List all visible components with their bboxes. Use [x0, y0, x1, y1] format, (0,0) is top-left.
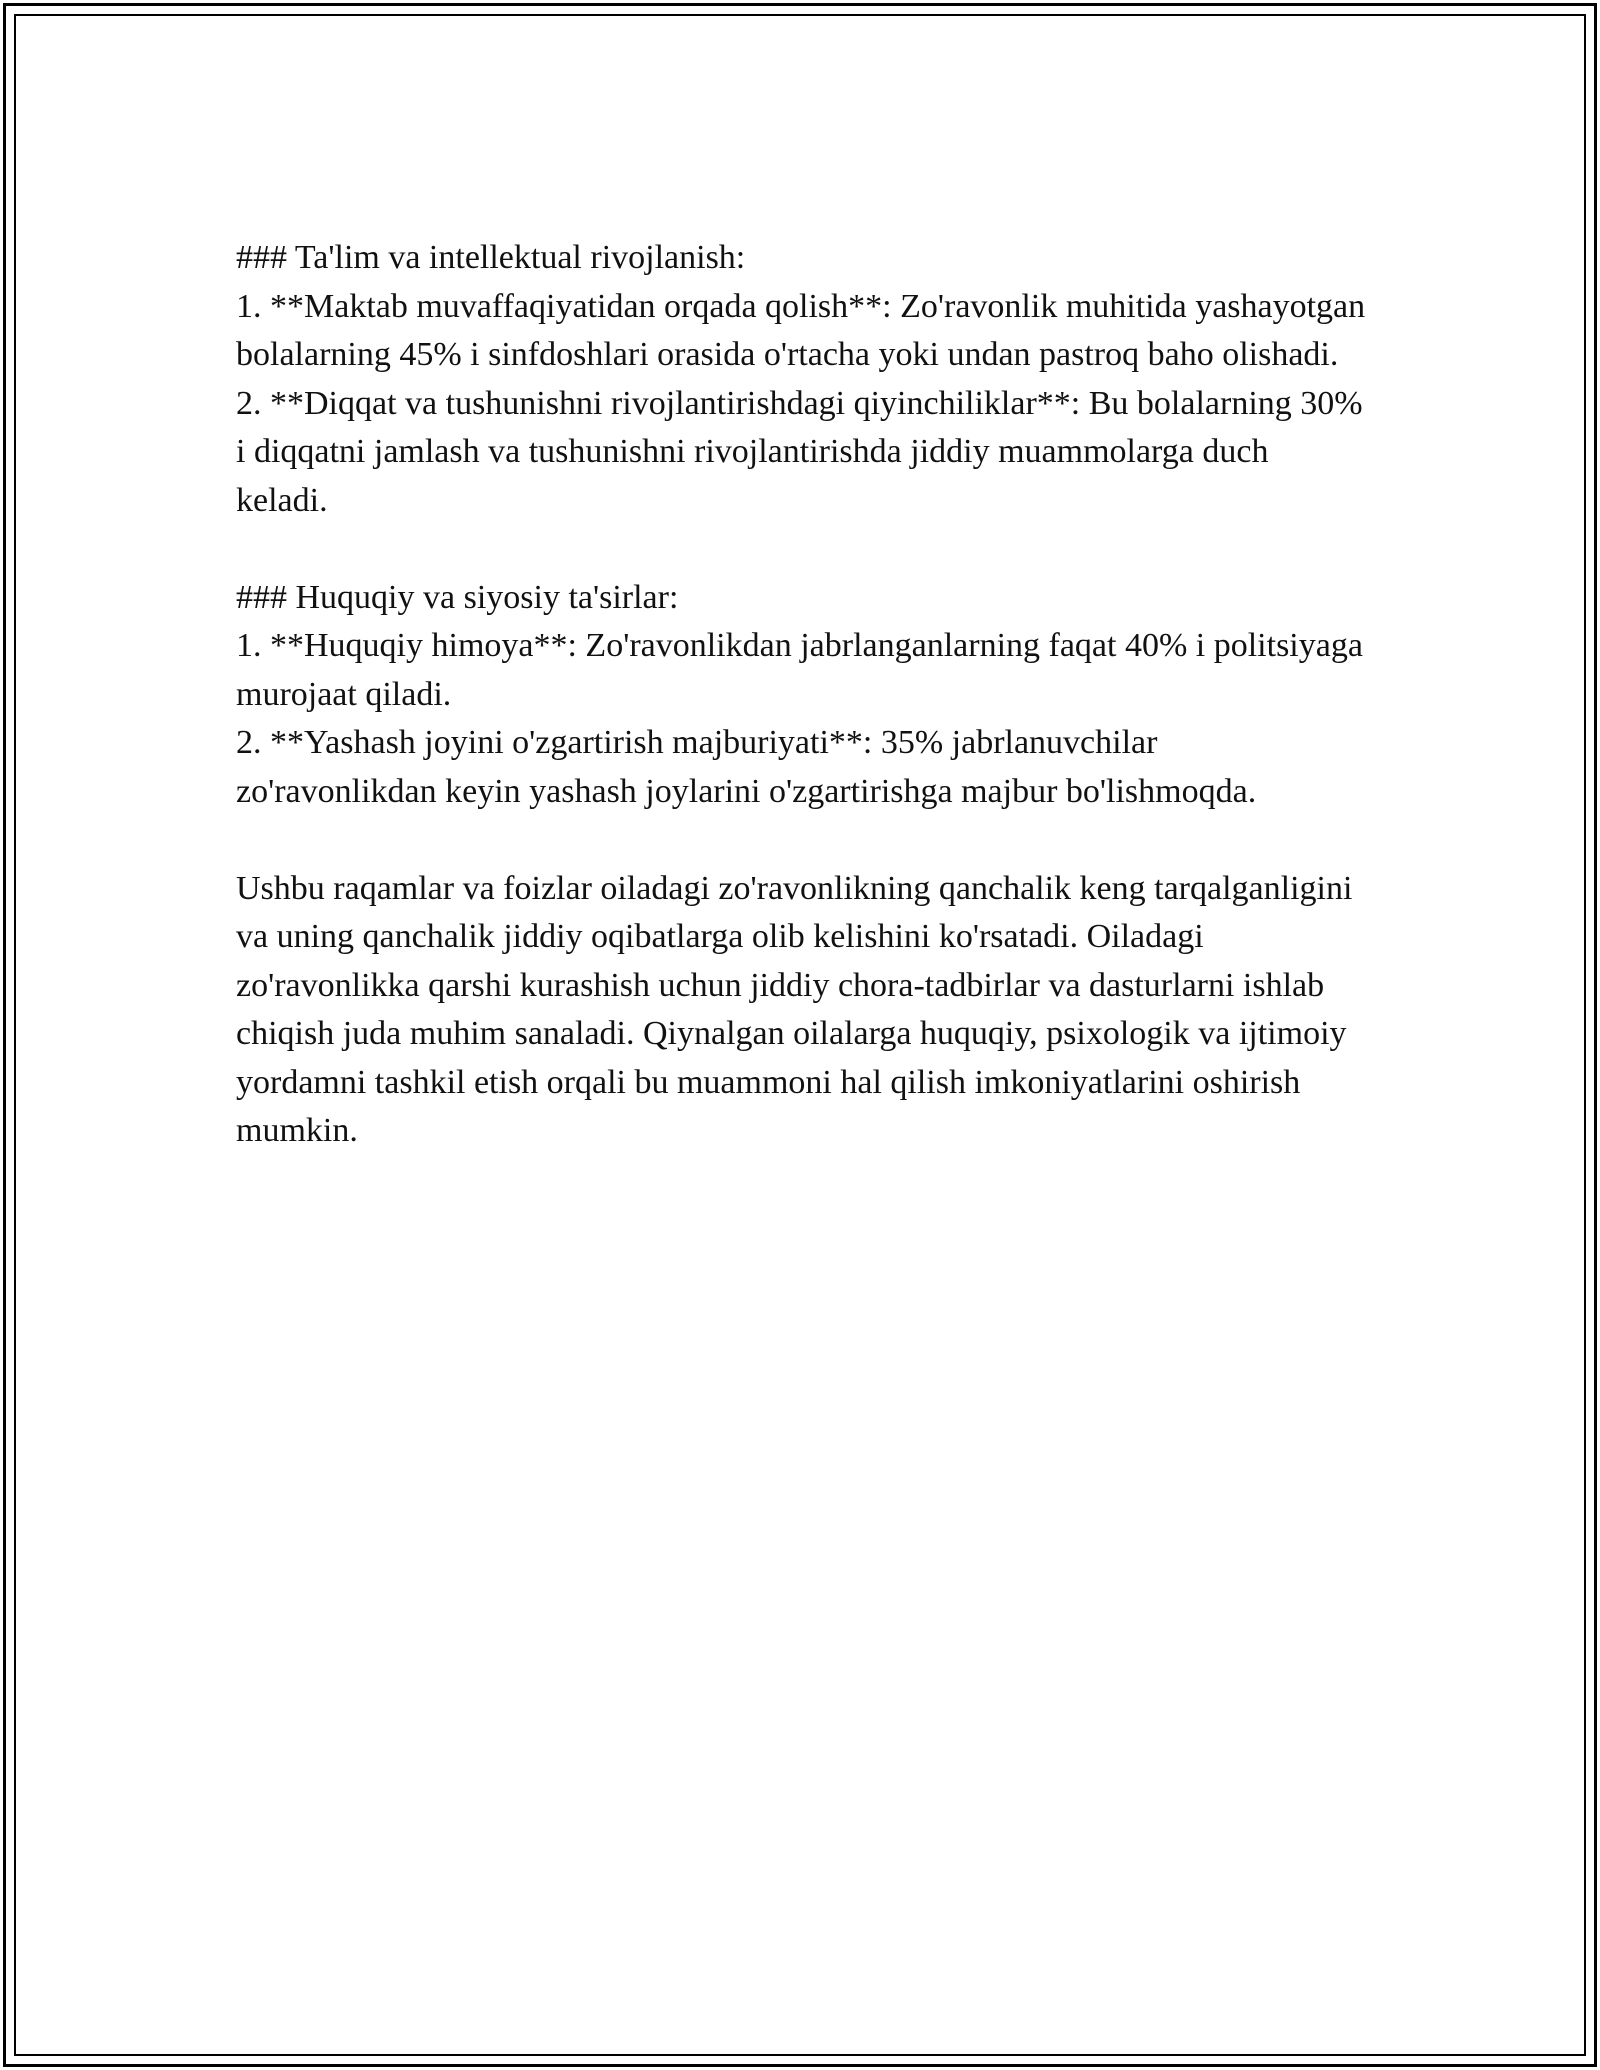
list-item-legal-protection: 1. **Huquqiy himoya**: Zo'ravonlikdan jabrlanganlarning faqat 40% i politsiyaga murojaat qiladi.: [236, 627, 1363, 713]
list-item-relocation: 2. **Yashash joyini o'zgartirish majburiyati**: 35% jabrlanuvchilar zo'ravonlikdan keyin yashash joylarini o'zgartirishga majbur bo'lishmoqda.: [236, 724, 1257, 810]
conclusion-paragraph: Ushbu raqamlar va foizlar oiladagi zo'ravonlikning qanchalik keng tarqalganligini va uning qanchalik jiddiy oqibatlarga olib kelishini ko'rsatadi. Oiladagi zo'ravonlikka qarshi kurashish uchun jiddiy chora-tadbirlar va dasturlarni ishlab chiqish juda muhim sanaladi. Qiynalgan oilalarga huquqiy, psixologik va ijtimoiy yordamni tashkil etish orqali bu muammoni hal qilish imkoniyatlarini oshirish mumkin.: [236, 869, 1353, 1149]
paragraph-spacer: [236, 816, 1366, 865]
document-body: [236, 234, 1366, 1156]
list-item-school-performance: 1. **Maktab muvaffaqiyatidan orqada qolish**: Zo'ravonlik muhitida yashayotgan bolalarning 45% i sinfdoshlari orasida o'rtacha yoki undan pastroq baho olishadi.: [236, 287, 1366, 373]
section-conclusion: [236, 865, 1366, 1156]
list-item-attention-difficulties: 2. **Diqqat va tushunishni rivojlantirishdagi qiyinchiliklar**: Bu bolalarning 30% i diqqatni jamlash va tushunishni rivojlantirishda jiddiy muammolarga duch keladi.: [236, 384, 1363, 519]
paragraph-spacer: [236, 525, 1366, 574]
section-legal: [236, 574, 1366, 817]
section-education: [236, 234, 1366, 525]
heading-legal: ### Huquqiy va siyosiy ta'sirlar:: [236, 578, 679, 616]
heading-education: ### Ta'lim va intellektual rivojlanish:: [236, 239, 746, 276]
